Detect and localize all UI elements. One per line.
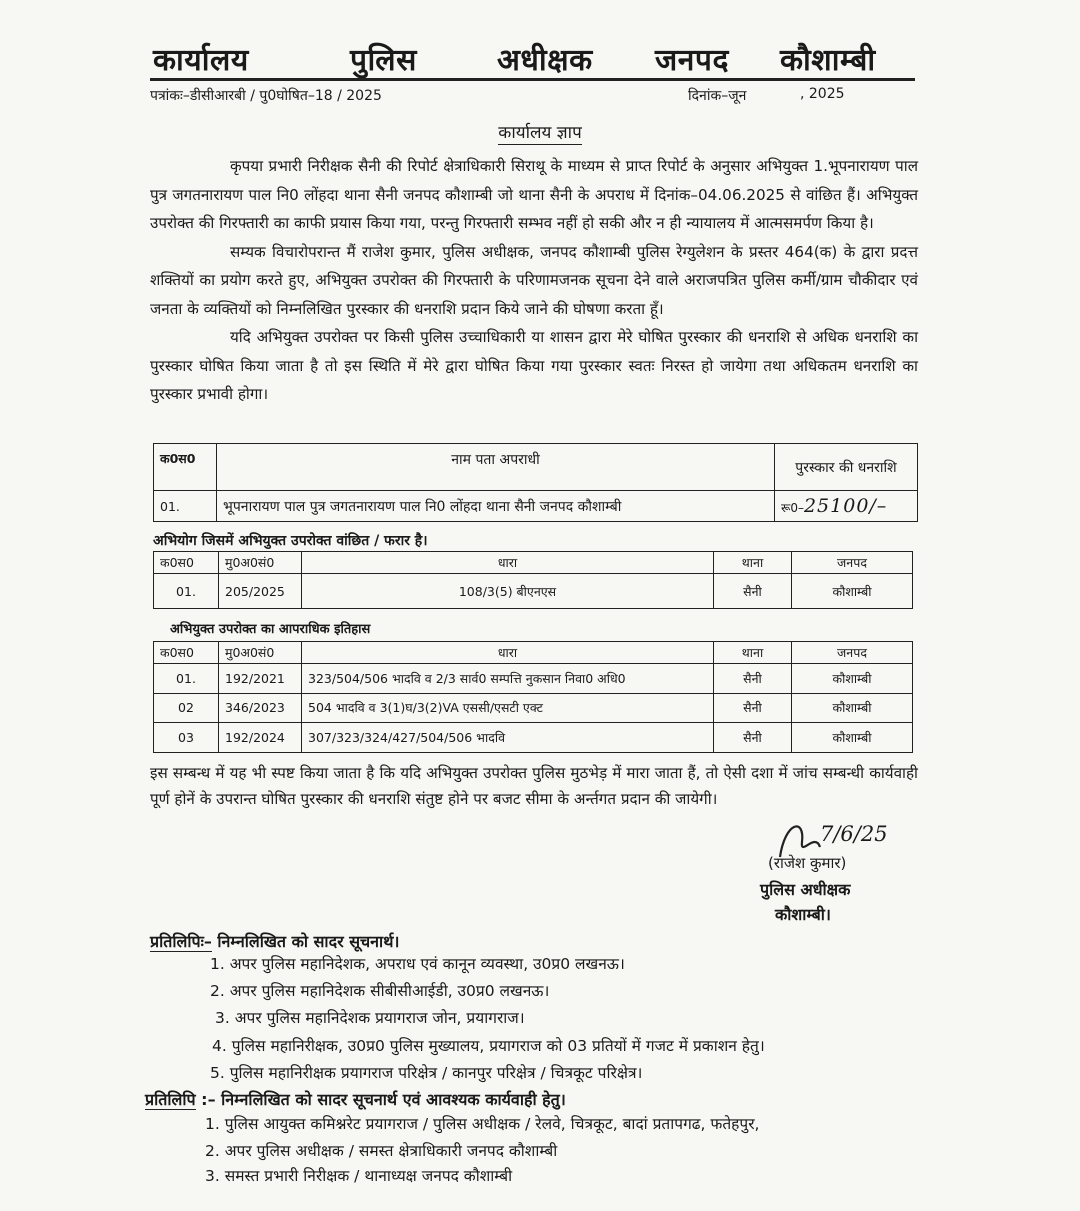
table-row	[154, 723, 913, 753]
header-word-police: पुलिस	[350, 43, 417, 78]
signature-name: (राजेश कुमार)	[768, 854, 847, 872]
copy1-heading-text: निम्नलिखित को सादर सूचनार्थ।	[217, 932, 400, 951]
list-item: 1. पुलिस आयुक्त कमिश्नरेट प्रयागराज / पुलिस अधीक्षक / रेलवे, चित्रकूट, बादां प्रतापगढ, फतेहपुर,	[205, 1115, 760, 1133]
history-col-district: जनपद	[792, 642, 913, 664]
table-row	[154, 574, 913, 609]
history-cell-section: 504 भादवि व 3(1)घ/3(2)VA एससी/एसटी एक्ट	[302, 693, 714, 723]
history-cell-case: 192/2024	[219, 723, 302, 753]
copy2-heading	[145, 1088, 566, 1110]
history-cell-section: 323/504/506 भादवि व 2/3 सार्व0 सम्पत्ति नुकसान निवा0 अधि0	[302, 664, 714, 694]
history-cell-case: 346/2023	[219, 693, 302, 723]
history-cell-district: कौशाम्बी	[792, 664, 913, 694]
charge-heading: अभियोग जिसमें अभियुक्त उपरोक्त वांछित / फरार है।	[153, 533, 428, 549]
history-table	[153, 641, 913, 753]
history-cell-sno: 01.	[154, 664, 219, 694]
paragraph-1: कृपया प्रभारी निरीक्षक सैनी की रिपोर्ट क्षेत्राधिकारी सिराथू के माध्यम से प्राप्त रिपोर्ट के अनुसार अभियुक्त 1.भूपनारायण पाल पुत्र जगतनारायण पाल नि0 लोंहदा थाना सैनी जनपद कौशाम्बी जो थाना सैनी के अपराध में दिनांक–04.06.2025 से वांछित हैं। अभियुक्त उपरोक्त की गिरफ्तारी का काफी प्रयास किया गया, परन्तु गिरफ्तारी सम्भव नहीं हो सकी और न ही न्यायालय में आत्मसमर्पण किया है।	[150, 157, 918, 232]
history-col-case: मु0अ0सं0	[219, 642, 302, 664]
list-item: 5. पुलिस महानिरीक्षक प्रयागराज परिक्षेत्र / कानपुर परिक्षेत्र / चित्रकूट परिक्षेत्र।	[210, 1064, 643, 1082]
reward-table	[153, 443, 918, 522]
table-row	[154, 693, 913, 723]
list-item: 2. अपर पुलिस महानिदेशक सीबीसीआईडी, उ0प्र0 लखनऊ।	[210, 982, 550, 1000]
reference-number: पत्रांकः–डीसीआरबी / पु0घोषित–18 / 2025	[150, 88, 382, 104]
signature-district: कौशाम्बी।	[775, 905, 832, 924]
body-text	[150, 152, 918, 409]
history-heading: अभियुक्त उपरोक्त का आपराधिक इतिहास	[170, 622, 371, 637]
charge-cell-sno: 01.	[154, 574, 219, 609]
header-word-district: जनपद	[655, 43, 729, 78]
history-col-station: थाना	[714, 642, 792, 664]
date-label: दिनांक–जून	[688, 88, 747, 104]
charge-cell-district: कौशाम्बी	[792, 574, 913, 609]
memo-title: कार्यालय ज्ञाप	[498, 123, 582, 143]
signature-designation: पुलिस अधीक्षक	[760, 880, 851, 899]
history-cell-station: सैनी	[714, 723, 792, 753]
reward-col-sno: क0स0	[154, 444, 217, 491]
reward-row-sno: 01.	[154, 491, 217, 522]
charge-col-station: थाना	[714, 552, 792, 574]
reward-col-amount: पुरस्कार की धनराशि	[775, 444, 918, 491]
history-cell-sno: 02	[154, 693, 219, 723]
signature-date: 7/6/25	[820, 822, 888, 846]
history-col-section: धारा	[302, 642, 714, 664]
charge-cell-section: 108/3(5) बीएनएस	[302, 574, 714, 609]
list-item: 2. अपर पुलिस अधीक्षक / समस्त क्षेत्राधिकारी जनपद कौशाम्बी	[205, 1142, 558, 1160]
reward-row-amount	[775, 491, 918, 522]
history-cell-district: कौशाम्बी	[792, 693, 913, 723]
header-rule	[150, 78, 915, 81]
history-cell-station: सैनी	[714, 693, 792, 723]
charge-col-district: जनपद	[792, 552, 913, 574]
header-word-superintendent: अधीक्षक	[497, 43, 593, 78]
reward-col-name: नाम पता अपराधी	[217, 444, 775, 491]
reward-row-name: भूपनारायण पाल पुत्र जगतनारायण पाल नि0 लोंहदा थाना सैनी जनपद कौशाम्बी	[217, 491, 775, 522]
history-cell-district: कौशाम्बी	[792, 723, 913, 753]
history-cell-station: सैनी	[714, 664, 792, 694]
list-item: 3. समस्त प्रभारी निरीक्षक / थानाध्यक्ष जनपद कौशाम्बी	[205, 1167, 513, 1185]
charge-col-section: धारा	[302, 552, 714, 574]
closing-paragraph: इस सम्बन्ध में यह भी स्पष्ट किया जाता है कि यदि अभियुक्त उपरोक्त पुलिस मुठभेड़ में मारा जाता हैं, तो ऐसी दशा में जांच सम्बन्धी कार्यवाही पूर्ण होनें के उपरान्त घोषित पुरस्कार की धनराशि संतुष्ट होने पर बजट सीमा के अर्न्तगत प्रदान की जायेगी।	[150, 764, 918, 808]
charge-cell-station: सैनी	[714, 574, 792, 609]
history-col-sno: क0स0	[154, 642, 219, 664]
paragraph-2: सम्यक विचारोपरान्त मैं राजेश कुमार, पुलिस अधीक्षक, जनपद कौशाम्बी पुलिस रेग्युलेशन के प्रस्तर 464(क) के द्वारा प्रदत्त शक्तियों का प्रयोग करते हुए, अभियुक्त उपरोक्त की गिरफ्तारी के परिणामजनक सूचना देने वाले अराजपत्रित पुलिस कर्मी/ग्राम चौकीदार एवं जनता के व्यक्तियों को निम्नलिखित पुरस्कार की धनराशि प्रदान किये जाने की घोषणा करता हूँ।	[150, 242, 918, 318]
list-item: 1. अपर पुलिस महानिदेशक, अपराध एवं कानून व्यवस्था, उ0प्र0 लखनऊ।	[210, 955, 625, 973]
header-word-office: कार्यालय	[153, 43, 249, 78]
copy2-label: प्रतिलिपि	[145, 1090, 196, 1109]
copy2-heading-text: :– निम्नलिखित को सादर सूचनार्थ एवं आवश्यक कार्यवाही हेतु।	[201, 1090, 566, 1109]
table-row	[154, 664, 913, 694]
charge-cell-case: 205/2025	[219, 574, 302, 609]
copy1-heading	[150, 930, 399, 952]
date-year: , 2025	[800, 86, 845, 102]
history-cell-sno: 03	[154, 723, 219, 753]
copy1-label: प्रतिलिपिः–	[150, 932, 212, 951]
header-word-kaushambi: कौशाम्बी	[780, 43, 876, 78]
list-item: 3. अपर पुलिस महानिदेशक प्रयागराज जोन, प्रयागराज।	[215, 1009, 525, 1027]
amount-handwritten: 25100/–	[803, 495, 888, 517]
paragraph-3: यदि अभियुक्त उपरोक्त पर किसी पुलिस उच्चाधिकारी या शासन द्वारा मेरे घोषित पुरस्कार की धनराशि से अधिक धनराशि का पुरस्कार घोषित किया जाता है तो इस स्थिति में मेरे द्वारा घोषित किया गया पुरस्कार स्वतः निरस्त हो जायेगा तथा अधिकतम धनराशि का पुरस्कार प्रभावी होगा।	[150, 328, 918, 403]
charge-col-case: मु0अ0सं0	[219, 552, 302, 574]
history-cell-case: 192/2021	[219, 664, 302, 694]
charge-table	[153, 551, 913, 609]
list-item: 4. पुलिस महानिरीक्षक, उ0प्र0 पुलिस मुख्यालय, प्रयागराज को 03 प्रतियों में गजट में प्रकाशन हेतु।	[212, 1037, 765, 1055]
amount-prefix: रू0–	[781, 501, 804, 515]
history-cell-section: 307/323/324/427/504/506 भादवि	[302, 723, 714, 753]
charge-col-sno: क0स0	[154, 552, 219, 574]
